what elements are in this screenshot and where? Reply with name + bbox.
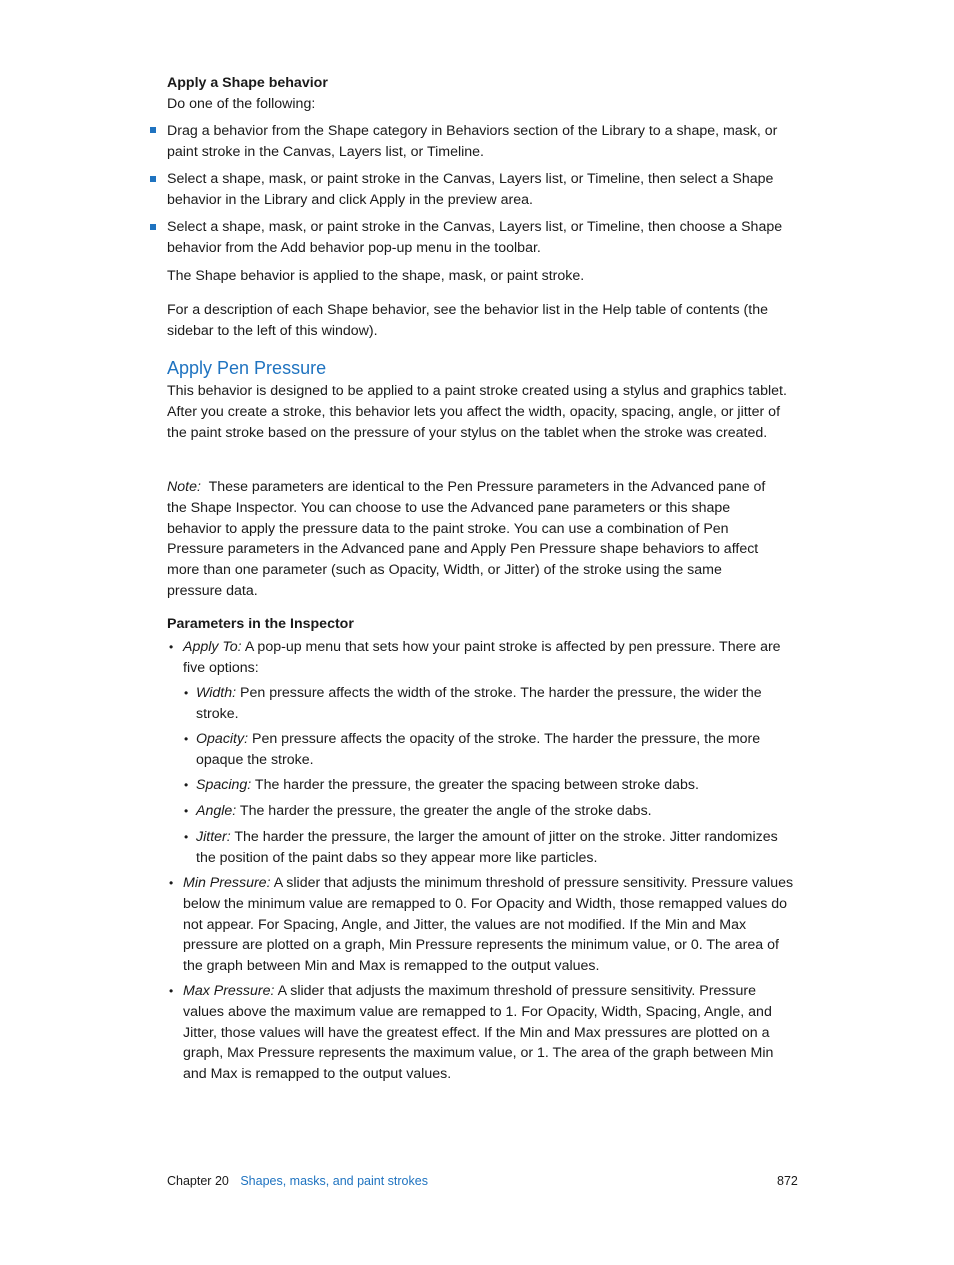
result-paragraph: The Shape behavior is applied to the shape, mask, or paint stroke.	[167, 268, 585, 284]
bullet-dot-icon: •	[184, 830, 189, 844]
note-label: Note:	[167, 479, 201, 495]
param-apply-to	[183, 637, 799, 679]
option-text: The harder the pressure, the greater the angle of the stroke dabs.	[239, 803, 652, 819]
note-text: These parameters are identical to the Pen Pressure parameters in the Advanced pane of the Shape Inspector. You can choose to use the Advanced pane parameters or this shape behavior to apply the pressure data to the paint stroke. You can use a combination of Pen Pressure parameters in the Advanced pane and Apply Pen Pressure shape behaviors to affect more than one parameter (such as Opacity, Width, or Jitter) of the stroke using the same pressure data.	[167, 479, 766, 599]
params-heading: Parameters in the Inspector	[167, 616, 354, 632]
option-item	[196, 775, 786, 796]
bullet-item: Drag a behavior from the Shape category in Behaviors section of the Library to a shape, mask, or paint stroke in the Canvas, Layers list, or Timeline.	[167, 123, 778, 160]
section-heading: Apply a Shape behavior	[167, 75, 328, 91]
param-min-pressure	[183, 873, 799, 977]
option-term: Spacing:	[196, 777, 252, 793]
param-text: A slider that adjusts the minimum threshold of pressure sensitivity. Pressure values below the minimum value are remapped to 0. For Opacity and Width, those remapped values do not appear. For Spacing, Angle, and Jitter, the values are not modified. If the Min and Max pressure are plotted on a graph, Min Pressure represents the minimum value, or 0. The area of the graph between Min and Max is remapped to the output values.	[183, 875, 794, 975]
bullet-item: Select a shape, mask, or paint stroke in the Canvas, Layers list, or Timeline, then select a Shape behavior in the Library and click Apply in the preview area.	[167, 171, 774, 208]
bullet-dot-icon: •	[184, 804, 189, 818]
option-text: The harder the pressure, the larger the amount of jitter on the stroke. Jitter randomizes the position of the paint dabs so they appear more like particles.	[196, 829, 778, 866]
section-intro: This behavior is designed to be applied to a paint stroke created using a stylus and graphics tablet. After you create a stroke, this behavior lets you affect the width, opacity, spacing, angle, or jitter of the paint stroke based on the pressure of your stylus on the tablet when the stroke was created.	[167, 383, 787, 441]
param-text: A pop-up menu that sets how your paint stroke is affected by pen pressure. There are five options:	[183, 639, 781, 676]
bullet-dot-icon: •	[169, 984, 174, 998]
bullet-square-icon	[150, 176, 156, 182]
option-item	[196, 801, 786, 822]
footer-chapter	[167, 1174, 428, 1188]
footer-page-number: 872	[777, 1174, 798, 1188]
param-term: Apply To:	[183, 639, 242, 655]
param-term: Min Pressure:	[183, 875, 271, 891]
option-item	[196, 683, 776, 725]
bullet-dot-icon: •	[184, 686, 189, 700]
bullet-square-icon	[150, 224, 156, 230]
option-text: Pen pressure affects the width of the stroke. The harder the pressure, the wider the stroke.	[196, 685, 762, 722]
note-paragraph	[167, 477, 775, 602]
section-intro: Do one of the following:	[167, 96, 316, 112]
bullet-dot-icon: •	[184, 732, 189, 746]
param-max-pressure	[183, 981, 791, 1085]
option-item	[196, 729, 776, 771]
bullet-dot-icon: •	[184, 778, 189, 792]
option-term: Angle:	[196, 803, 237, 819]
option-term: Width:	[196, 685, 237, 701]
option-term: Opacity:	[196, 731, 249, 747]
option-text: The harder the pressure, the greater the spacing between stroke dabs.	[254, 777, 699, 793]
param-term: Max Pressure:	[183, 983, 275, 999]
option-term: Jitter:	[196, 829, 231, 845]
bullet-square-icon	[150, 127, 156, 133]
description-paragraph: For a description of each Shape behavior, see the behavior list in the Help table of contents (the sidebar to the left of this window).	[167, 302, 768, 339]
footer-chapter-number: Chapter 20	[167, 1174, 229, 1188]
option-text: Pen pressure affects the opacity of the stroke. The harder the pressure, the more opaque the stroke.	[196, 731, 761, 768]
footer-chapter-link[interactable]: Shapes, masks, and paint strokes	[240, 1174, 428, 1188]
bullet-dot-icon: •	[169, 640, 174, 654]
param-text: A slider that adjusts the maximum threshold of pressure sensitivity. Pressure values above the maximum value are remapped to 1. For Opacity, Width, Spacing, Angle, and Jitter, those values will have the greatest effect. If the Min and Max pressures are plotted on a graph, Max Pressure represents the maximum value, or 1. The area of the graph between Min and Max is remapped to the output values.	[183, 983, 774, 1083]
bullet-dot-icon: •	[169, 876, 174, 890]
bullet-item: Select a shape, mask, or paint stroke in the Canvas, Layers list, or Timeline, then choose a Shape behavior from the Add behavior pop-up menu in the toolbar.	[167, 219, 783, 256]
section-title: Apply Pen Pressure	[167, 358, 327, 378]
option-item	[196, 827, 800, 869]
